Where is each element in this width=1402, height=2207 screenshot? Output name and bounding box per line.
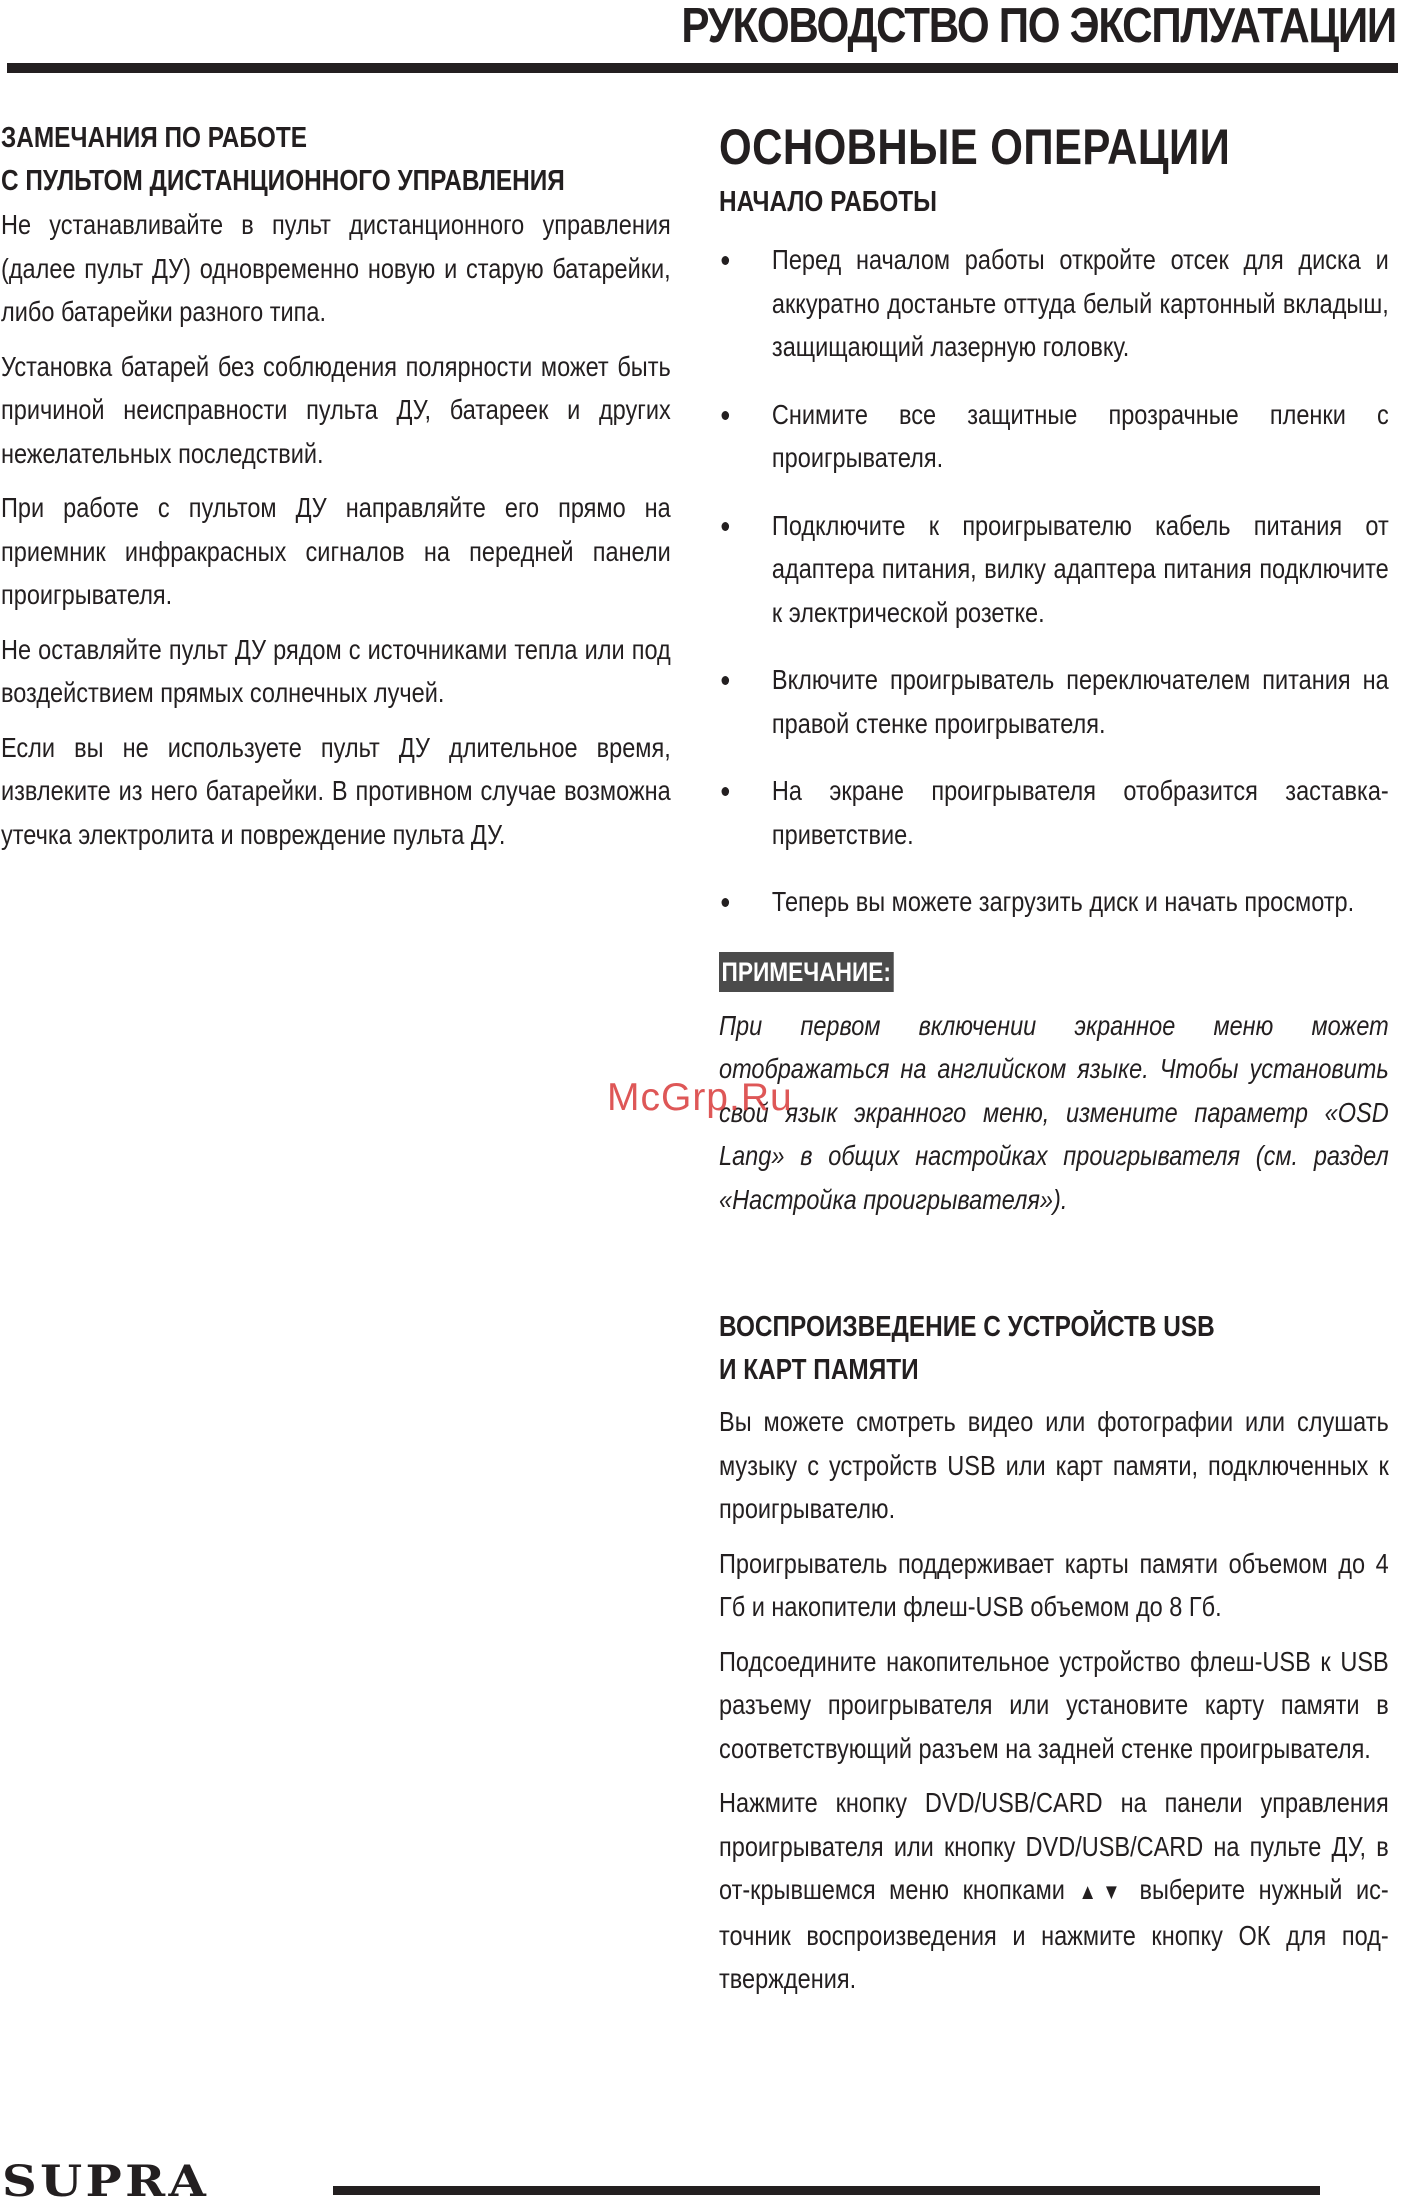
list-item xyxy=(719,504,1389,635)
bullet-icon xyxy=(722,676,730,685)
header-rule xyxy=(7,63,1398,73)
left-column-content xyxy=(1,117,671,856)
basic-operations-title: ОСНОВНЫЕ ОПЕРАЦИИ xyxy=(719,119,1231,175)
watermark: McGrp.Ru xyxy=(607,1076,793,1119)
list-item-text: Включите проигрыватель переключателем питания на правой стенке проигрывателя. xyxy=(771,664,1389,739)
start-steps-list xyxy=(719,238,1389,924)
section-spacer xyxy=(719,1221,1389,1306)
remote-note-paragraph: Не оставляйте пульт ДУ рядом с источниками тепла или под воздействием прямых солнечных лучей. xyxy=(1,633,671,708)
list-item xyxy=(719,238,1389,369)
right-column-content xyxy=(719,117,1389,2001)
bullet-icon xyxy=(722,411,730,420)
list-item-text: Перед началом работы откройте отсек для диска и аккуратно достаньте оттуда белый картонный вкладыш, защищающий лазерную головку. xyxy=(771,244,1389,362)
list-item-text: На экране проигрывателя отобразится заставка-приветствие. xyxy=(771,775,1389,850)
up-down-arrows-icon: ▲▼ xyxy=(1078,1879,1126,1904)
usb-paragraph-last xyxy=(719,1781,1389,2001)
list-item xyxy=(719,880,1389,924)
footer-rule xyxy=(333,2186,1320,2195)
usb-paragraph: Вы можете смотреть видео или фотографии или слушать музыку с устройств USB или карт памяти, подключенных к проигрывателю. xyxy=(719,1406,1389,1524)
remote-notes-heading-line2: С ПУЛЬТОМ ДИСТАНЦИОННОГО УПРАВЛЕНИЯ xyxy=(1,165,565,197)
note-text: При первом включении экранное меню может отображаться на английском языке. Чтобы установить свой язык экранного меню, измените параметр «OSD Lang» в общих настройках проигрывателя (см. раздел «Настройка проигрывателя»). xyxy=(719,1009,1389,1215)
usb-paragraph-part1: Нажмите кнопку DVD/USB/CARD на панели управления проигрывателя или кнопку DVD/USB/CARD на пульте ДУ, в от-крывшемся меню кнопками xyxy=(719,1787,1389,1905)
note-label: ПРИМЕЧАНИЕ: xyxy=(719,952,893,992)
usb-heading-line1: ВОСПРОИЗВЕДЕНИЕ С УСТРОЙСТВ USB xyxy=(719,1311,1215,1343)
bullet-icon xyxy=(722,898,730,907)
supra-logo: SUPRA xyxy=(2,2157,210,2207)
remote-note-paragraph: Установка батарей без соблюдения полярности может быть причиной неисправности пульта ДУ, батареек и других нежелательных последствий. xyxy=(1,350,671,469)
usb-paragraph: Подсоедините накопительное устройство флеш-USB к USB разъему проигрывателя или установите карту памяти в соответствующий разъем на задней стенке проигрывателя. xyxy=(719,1645,1389,1764)
bullet-icon xyxy=(722,787,730,796)
list-item xyxy=(719,769,1389,856)
bullet-icon xyxy=(722,522,730,531)
remote-note-paragraph: Не устанавливайте в пульт дистанционного управления (далее пульт ДУ) одновременно новую и старую батарейки, либо батарейки разного типа. xyxy=(1,209,671,327)
list-item-text: Теперь вы можете загрузить диск и начать просмотр. xyxy=(771,886,1355,917)
remote-note-paragraph: При работе с пультом ДУ направляйте его прямо на приемник инфракрасных сигналов на передней панели проигрывателя. xyxy=(1,492,671,610)
list-item-text: Снимите все защитные прозрачные пленки с проигрывателя. xyxy=(771,398,1389,473)
list-item-text: Подключите к проигрывателю кабель питания от адаптера питания, вилку адаптера питания подключите к электрической розетке. xyxy=(771,509,1389,628)
right-column xyxy=(719,117,1389,2012)
usb-paragraph: Проигрыватель поддерживает карты памяти объемом до 4 Гб и накопители флеш-USB объемом до 8 Гб. xyxy=(719,1547,1389,1622)
usb-heading-line2: И КАРТ ПАМЯТИ xyxy=(719,1354,919,1386)
list-item xyxy=(719,393,1389,480)
left-column xyxy=(1,117,671,867)
list-item xyxy=(719,658,1389,745)
remote-notes-heading-line1: ЗАМЕЧАНИЯ ПО РАБОТЕ xyxy=(1,122,307,154)
usb-paragraph-part2: выберите нужный ис-точник воспроизведения и нажмите кнопку ОК для под-тверждения. xyxy=(719,1874,1389,1994)
start-heading: НАЧАЛО РАБОТЫ xyxy=(719,186,938,218)
remote-note-paragraph: Если вы не используете пульт ДУ длительное время, извлеките из него батарейки. В противном случае возможна утечка электролита и повреждение пульта ДУ. xyxy=(1,731,671,850)
page-header-title: РУКОВОДСТВО ПО ЭКСПЛУАТАЦИИ xyxy=(681,0,1396,53)
bullet-icon xyxy=(722,256,730,265)
